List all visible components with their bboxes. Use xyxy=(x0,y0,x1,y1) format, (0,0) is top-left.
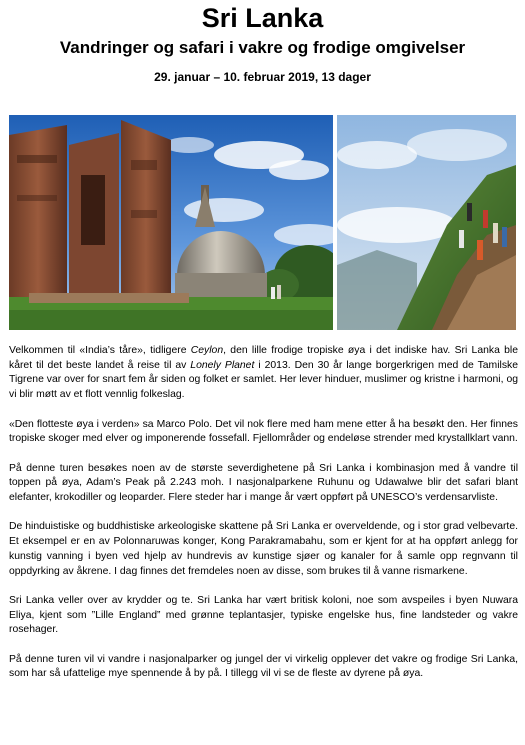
temple-ruins-photo xyxy=(9,115,333,330)
emphasis-lonely-planet: Lonely Planet xyxy=(190,359,255,371)
paragraph-spices-tea: Sri Lanka veller over av krydder og te. Sri Lanka har vært britisk koloni, noe som avspeiles i byen Nuwara Eliya, kjent som ”Lille England” med grønne teplantasjer, typiske engelske hus, fine landsteder og vakre rosehager. xyxy=(9,594,518,636)
paragraph-text: , den lille frodige tropiske øya i det indiske hav. Sri Lanka ble kåret til det beste landet å reise til av xyxy=(9,345,518,371)
paragraph-text: Velkommen til «India’s tåre», tidligere xyxy=(9,345,191,356)
trip-dates: 29. januar – 10. februar 2019, 13 dager xyxy=(154,70,371,84)
paragraph-intro xyxy=(9,344,518,403)
emphasis-ceylon: Ceylon xyxy=(190,345,224,356)
mountain-hikers-photo xyxy=(337,115,516,330)
paragraph-text: i 2013. Den 30 år lange borgerkrigen med de Tamilske Tigrene var over for snart fem år siden og folket er samlet. Her lever hinduer, muslimer og kristne i harmoni, og vi blir møtt av et flott vennlig folkeslag. xyxy=(9,359,518,401)
paragraph-hiking: På denne turen vil vi vandre i nasjonalparker og jungel der vi virkelig opplever det vakre og frodige Sri Lanka, som har så ufattelige mye spennende å by på. I tillegg vil vi se de fleste av dyrene på øya. xyxy=(9,653,518,680)
paragraph-sights: På denne turen besøkes noen av de største severdighetene på Sri Lanka i kombinasjon med å vandre til toppen på øya, Adam’s Peak på 2.243 moh. I nasjonalparkene Ruhunu og Udawalwe blir det safari blant elefanter, krokodiller og leoparder. Flere steder har i mange år vært oppført på UNESCO’s verdensarvliste. xyxy=(9,462,518,503)
page-subtitle: Vandringer og safari i vakre og frodige omgivelser xyxy=(59,38,466,57)
paragraph-marco-polo: «Den flotteste øya i verden» sa Marco Polo. Det vil nok flere med ham mene etter å ha besøkt den. Her finnes tropiske skoger med elver og imponerende fossefall. Fjellområder og endeløse strender med krystallklart vann. xyxy=(9,418,518,445)
article-body xyxy=(9,344,518,697)
paragraph-archaeology: De hinduistiske og buddhistiske arkeologiske skattene på Sri Lanka er overveldende, og i stor grad velbevarte. Et eksempel er en av Polonnaruwas konger, Kong Parakramabahu, som er kjent for at ha oppført anlegg for kunstig vanning i byen ved hjelp av hundrevis av kunstige sjøer og kanaler for å samle opp regnvann til oppdyrking av åkrene. I dag finnes det fremdeles noen av disse, som brukes til å vanne rismarkene. xyxy=(9,521,518,577)
page-title: Sri Lanka xyxy=(201,3,324,33)
